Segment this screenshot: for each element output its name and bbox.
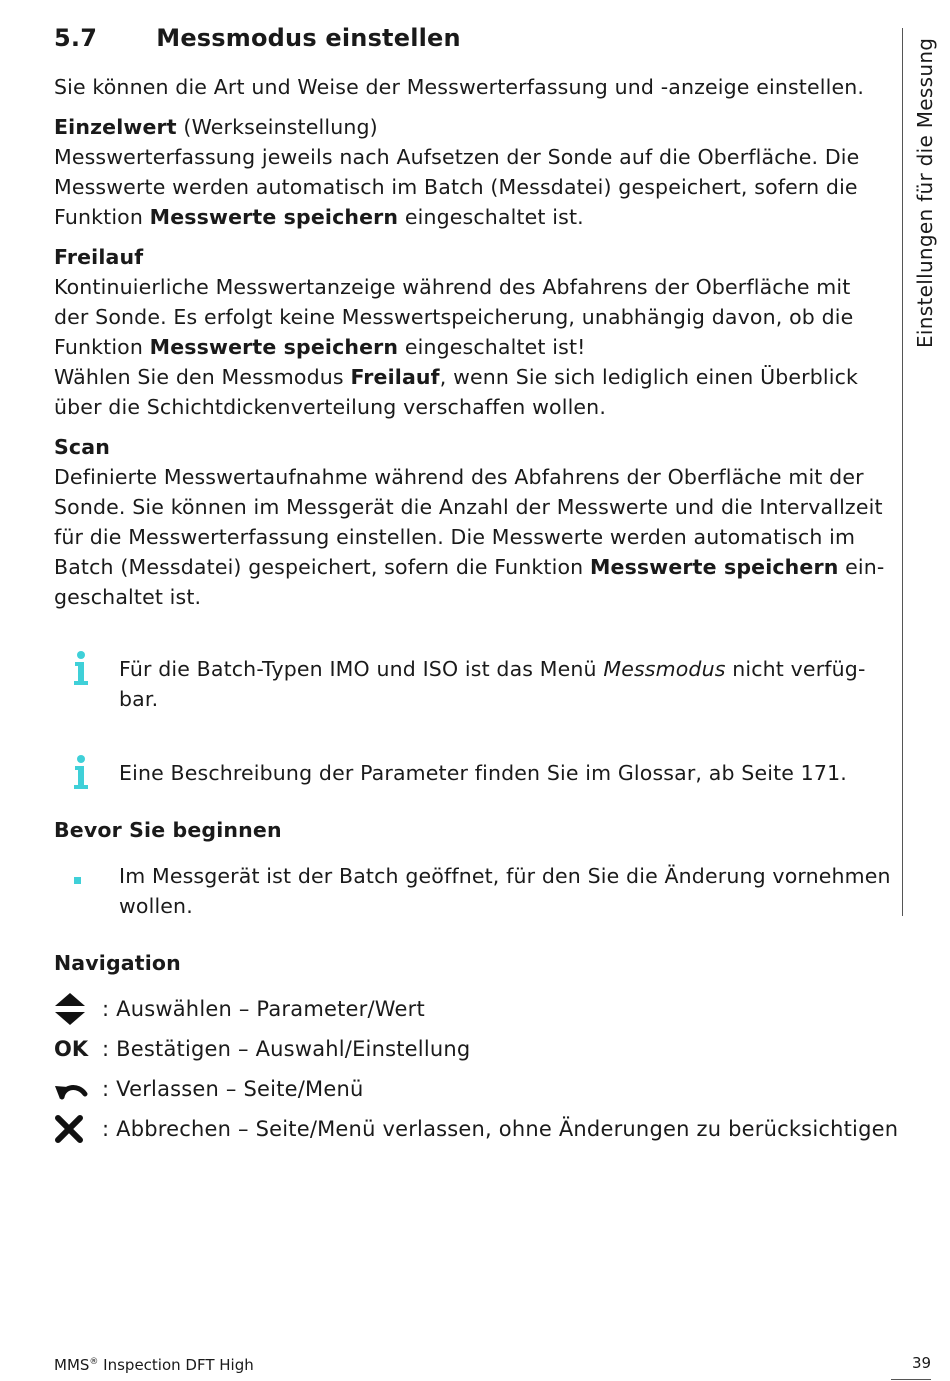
side-running-header: Einstellungen für die Messung bbox=[913, 37, 937, 348]
cancel-x-icon bbox=[54, 1113, 88, 1145]
bullet-square-icon bbox=[74, 877, 81, 884]
footer-product: MMS® Inspection DFT High bbox=[54, 1356, 254, 1374]
nav-row-select: : Auswählen – Parameter/Wert bbox=[54, 993, 425, 1025]
section-number: 5.7 bbox=[54, 24, 98, 52]
freilauf-heading: Freilauf bbox=[54, 245, 144, 269]
navigation-heading: Navigation bbox=[54, 951, 181, 975]
nav-row-confirm: OK : Bestätigen – Auswahl/Einstellung bbox=[54, 1033, 470, 1065]
info-icon bbox=[72, 650, 90, 686]
nav-row-exit: : Verlassen – Seite/Menü bbox=[54, 1073, 363, 1105]
scan-heading: Scan bbox=[54, 435, 110, 459]
back-arrow-icon bbox=[54, 1073, 88, 1105]
info-note-glossary: Eine Beschreibung der Parameter finden Sie im Glossar, ab Seite 171. bbox=[119, 761, 847, 785]
before-heading: Bevor Sie beginnen bbox=[54, 818, 282, 842]
info-note-batch-types: Für die Batch-Typen IMO und ISO ist das Menü Messmodus nicht verfüg- bar. bbox=[119, 657, 866, 711]
info-icon bbox=[72, 754, 90, 790]
einzelwert-heading: Einzelwert bbox=[54, 115, 177, 139]
intro-paragraph: Sie können die Art und Weise der Messwerterfassung und -anzeige einstellen. bbox=[54, 75, 865, 99]
up-down-arrows-icon bbox=[54, 993, 88, 1025]
freilauf-block: Freilauf Kontinuierliche Messwertanzeige während des Abfahrens der Oberfläche mit der Sonde. Es erfolgt keine Messwertspeicherung, unabhängig davon, ob die Funktion Messwerte speichern eingeschaltet ist! Wählen Sie den Messmodus Freilauf, wenn Sie sich lediglich einen Überblick über die Schichtdickenverteilung verschaffen wollen. bbox=[54, 242, 858, 422]
footer-divider bbox=[891, 1379, 931, 1380]
nav-row-cancel: : Abbrechen – Seite/Menü verlassen, ohne Änderungen zu berücksichtigen bbox=[54, 1113, 898, 1145]
section-title: Messmodus einstellen bbox=[156, 24, 461, 52]
ok-icon: OK bbox=[54, 1037, 89, 1061]
page-number: 39 bbox=[912, 1354, 932, 1372]
before-list-item: Im Messgerät ist der Batch geöffnet, für den Sie die Änderung vornehmen wollen. bbox=[119, 864, 891, 918]
scan-block: Scan Definierte Messwertaufnahme während des Abfahrens der Oberfläche mit der Sonde. Sie können im Messgerät die Anzahl der Messwerte und die Intervallzeit für die Messwerterfassung einstellen. Die Messwerte werden automatisch im Batch (Messdatei) gespeichert, sofern die Funktion Messwerte speichern ein- geschaltet ist. bbox=[54, 432, 884, 612]
section-heading bbox=[54, 24, 461, 52]
einzelwert-block: Einzelwert (Werkseinstellung) Messwerterfassung jeweils nach Aufsetzen der Sonde auf die Oberfläche. Die Messwerte werden automatisch im Batch (Messdatei) gespeichert, sofern die Funktion Messwerte speichern eingeschaltet ist. bbox=[54, 115, 860, 229]
side-divider bbox=[902, 28, 903, 916]
